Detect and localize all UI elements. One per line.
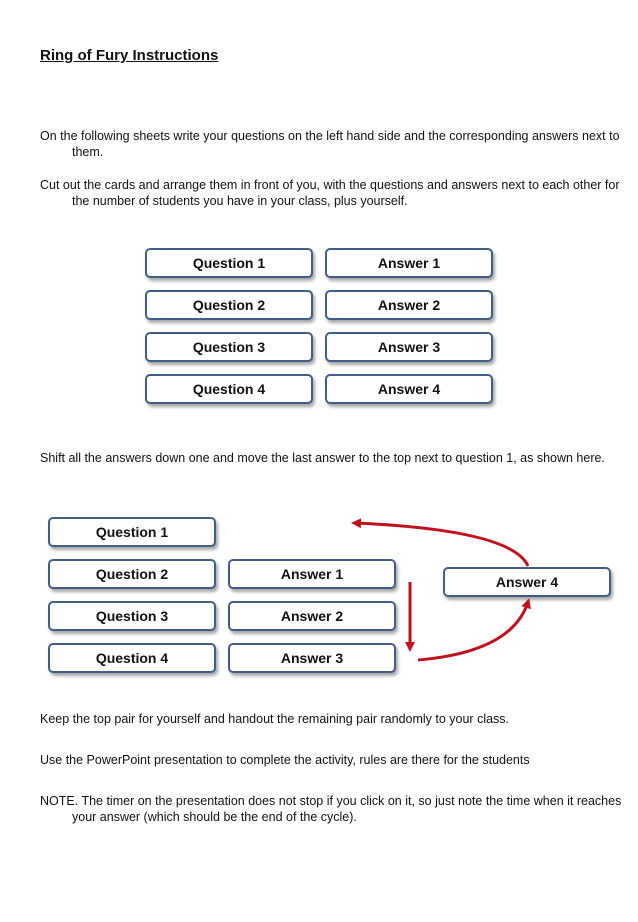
card-answer-3: Answer 3: [325, 332, 493, 362]
card-question-1: Question 1: [145, 248, 313, 278]
card-question-2: Question 2: [145, 290, 313, 320]
instruction-shift-answers: Shift all the answers down one and move the last answer to the top next to question 1, as shown here.: [40, 451, 605, 465]
instruction-keep-top-pair: Keep the top pair for yourself and handout the remaining pair randomly to your class.: [40, 712, 510, 726]
card-answer-2: Answer 2: [228, 601, 396, 631]
card-answer-3: Answer 3: [228, 643, 396, 673]
card-question-4: Question 4: [145, 374, 313, 404]
card-question-3: Question 3: [145, 332, 313, 362]
instruction-use-powerpoint: Use the PowerPoint presentation to complete the activity, rules are there for the students: [40, 753, 530, 767]
card-answer-4-moved: Answer 4: [443, 567, 611, 597]
card-question-4: Question 4: [48, 643, 216, 673]
card-question-2: Question 2: [48, 559, 216, 589]
instruction-write-questions: On the following sheets write your questions on the left hand side and the corresponding answers next to them.: [40, 129, 620, 159]
instruction-cut-cards: Cut out the cards and arrange them in front of you, with the questions and answers next to each other for the number of students you have in your class, plus yourself.: [40, 178, 620, 208]
card-answer-4: Answer 4: [325, 374, 493, 404]
card-answer-2: Answer 2: [325, 290, 493, 320]
card-question-1: Question 1: [48, 517, 216, 547]
move-to-top-arrow: [355, 523, 528, 566]
card-question-3: Question 3: [48, 601, 216, 631]
card-answer-1: Answer 1: [228, 559, 396, 589]
move-to-answer-4-arrow: [418, 602, 528, 660]
card-answer-1: Answer 1: [325, 248, 493, 278]
page-title: Ring of Fury Instructions: [40, 47, 219, 64]
note-timer: NOTE. The timer on the presentation does not stop if you click on it, so just note the time when it reaches your answer (which should be the end of the cycle).: [40, 794, 622, 824]
